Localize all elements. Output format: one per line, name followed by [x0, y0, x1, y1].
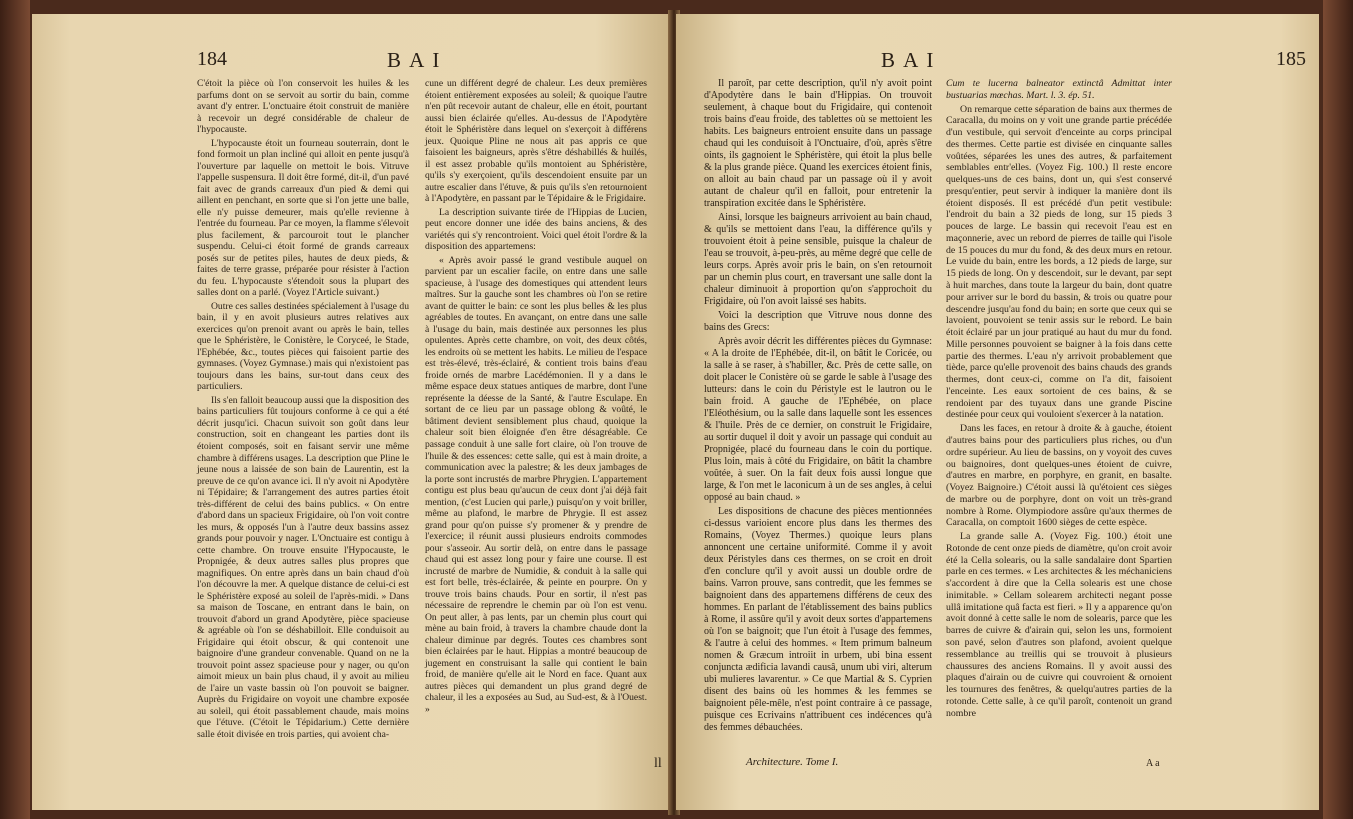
verse-quote: Cum te lucerna balneator extinctâ Admittat inter bustuarias mœchas. Mart. l. 3. ép. 51.	[946, 78, 1172, 101]
right-page	[676, 14, 1319, 810]
right-column-2	[946, 78, 1172, 721]
paragraph: On remarque cette séparation de bains aux thermes de Caracalla, du moins on y voit une grande partie précédée d'un vestibule, qui servoit d'enceinte au corps principal des thermes. Cette partie est divisée en cinquante salles voûtées, séparées les unes des autres, & parfaitement semblables entr'elles. (Voyez Fig. 100.) Il reste encore quelques-uns de ces bains, dont un, qui s'est conservé presqu'entier, peut servir à indiquer la manière dont ils étoient disposés. Il est précédé d'un petit vestibule: l'endroit du bain a 32 pieds de long, sur 15 pieds 3 pouces de large. Le bassin qui recevoit l'eau est en maçonnerie, avec un rebord de pierres de taille qui l'isole de 15 pouces du mur du fond, & des deux murs en retour. Le vuide du bain, entre les bords, a 12 pieds de large, sur 15 pieds de long. On y descendoit, sur le devant, par sept à huit marches, dans toute la largeur du bain, dont quatre pour arriver sur le bord du bassin, & trois ou quatre pour descendre jusqu'au fond du bain; en sorte que ceux qui se lavoient, pouvoient se tenir assis sur le rebord. Le bain étoit éclairé par un jour pratiqué au haut du mur du fond. Mille personnes pouvoient se baigner à la fois dans cette partie des thermes. L'eau n'y arrivoit probablement que tiède, parce qu'elle provenoit des bains chauds des grands thermes, dont ceux-ci, comme on l'a dit, faisoient l'enceinte. Les eaux sortoient de ces bains, & se rendoient par des tuyaux dans une grande Piscine destinée pour ceux qui vouloient s'exercer à la natation.	[946, 103, 1172, 421]
paragraph: Ainsi, lorsque les baigneurs arrivoient au bain chaud, & qu'ils se mettoient dans l'eau, la différence qu'ils y trouvoient étoit à peine sensible, puisque la chaleur de l'eau se trouvoit, à-peu-près, au même degré que celle de leurs corps. Après avoir pris le bain, on s'en retournoit par un chemin plus court, en traversant une salle dont la chaleur diminuoit à proportion qu'on s'approchoit du Frigidaire, où l'on avoit laissé ses habits.	[704, 212, 932, 307]
paragraph: cune un différent degré de chaleur. Les deux premières étoient entièrement exposées au soleil; & quoique l'autre n'en pût recevoir autant de chaleur, elle en étoit, pourtant aussi bien éclairée qu'elles. Au-dessus de l'Apodytère étoit le Sphéristère dans lequel on s'exerçoit à différens jeux. Quoique Pline ne nous ait pas appris ce que faisoient les baigneurs, après s'être déshabillés & huilés, il est assez probable qu'ils montoient au Sphéristère, qu'ils s'y exerçoient, qu'ils descendoient ensuite par un autre escalier dans l'étuve, & puis qu'ils s'en retournoient à l'Apodytère, en passant par le Tépidaire & le Frigidaire.	[425, 78, 647, 205]
paragraph: C'étoit la pièce où l'on conservoit les huiles & les parfums dont on se servoit au sortir du bain, comme avant d'y entrer. L'onctuaire étoit construit de manière à recevoir un degré considérable de chaleur de l'hypocauste.	[197, 78, 409, 136]
paragraph: Ils s'en falloit beaucoup aussi que la disposition des bains particuliers fût toujours conforme à ce qui a été décrit jusqu'ici. Chacun suivoit son goût dans leur construction, soit en changeant les parties dont ils étoient composés, soit en faisant servir une même chambre à différens usages. La description que Pline le jeune nous a laissée de son bain de Laurentin, est la preuve de ce qu'on avance ici. Il n'y avoit ni Apodytère ni Tépidaire; & l'arrangement des autres parties étoit très-différent de celui des bains publics. « On entre d'abord dans un spacieux Frigidaire, où l'on voit contre les murs, & opposés l'un à l'autre deux bassins assez grands pour pouvoir y nager. L'Onctuaire est contigu à cette chambre. On trouve ensuite l'Hypocauste, le Propnigée, & deux autres salles plus propres que magnifiques. On entre après dans un bain chaud d'où l'on découvre la mer. A quelque distance de celui-ci est le Sphéristère exposé au soleil de l'après-midi. » Dans sa maison de Toscane, en entrant dans le bain, on trouvoit d'abord un grand Apodytère, pièce spacieuse & agréable où l'on se déshabilloit. Elle conduisoit au Frigidaire qui étoit obscur, & qui contenoit une baignoire d'une grandeur convenable. Quand on ne la trouvoit point assez spacieuse pour y nager, ou qu'on aimoit mieux un bain plus chaud, il y avoit au milieu de l'aire un vaste bassin où l'on pouvoit se baigner. Auprès du Frigidaire on voyoit une chambre exposée au soleil, qui étoit passablement chaude, mais moins que l'étuve. (C'étoit le Tépidarium.) Cette dernière salle étoit divisée en trois parties, qui avoient cha-	[197, 394, 409, 740]
paragraph: Les dispositions de chacune des pièces mentionnées ci-dessus varioient encore plus dans les thermes des Romains, (Voyez Thermes.) quoique leurs plans annoncent une certaine uniformité. Comme il y avoit deux Péristyles dans ces thermes, on se croit en droit d'en conclure qu'il y avoit aussi un double ordre de bains. Varron prouve, sans contredit, que les femmes se baignoient dans des appartemens différens de ceux des hommes. En parlant de l'établissement des bains publics à Rome, il assûre qu'il y avoit deux sortes d'appartemens où l'on se baignoit; que l'un étoit à l'usage des femmes, & l'autre à celui des hommes. « Item primum balneum nomen & Græcum introiit in urbem, ubi bina essent conjuncta ædificia lavandi causâ, unum ubi viri, alterum ubi mulieres lavarentur. » Ce que Martial & S. Cyprien disent des bains où les hommes & les femmes se baignoient pêle-mêle, n'est point contraire à ce passage, puisque ces Ecrivains n'attribuent ces indécences qu'à des femmes débauchées.	[704, 506, 932, 733]
page-number-left: 184	[197, 48, 227, 70]
running-head-left: B A I	[387, 48, 442, 72]
sheet-mark-right: A a	[1146, 758, 1160, 769]
sheet-mark-left: ll	[654, 756, 662, 771]
paragraph: Dans les faces, en retour à droite & à gauche, étoient d'autres bains pour des particuliers plus riches, ou d'un ordre supérieur. Au lieu de bassins, on y voyoit des cuves ou baignoires, dont quelques-unes étoient de cuivre, d'autres en marbre, en porphyre, en granit, en basalte. (Voyez Baignoire.) C'étoit aussi là qu'étoient ces sièges de marbre ou de porphyre, dont on voit un très-grand nombre à Rome. Olympiodore assûre qu'aux thermes de Caracalla, on comptoit 1600 sièges de cette espèce.	[946, 423, 1172, 529]
signature-line: Architecture. Tome I.	[746, 756, 839, 768]
paragraph: « Après avoir passé le grand vestibule auquel on parvient par un escalier facile, on entre dans une salle spacieuse, à l'usage des domestiques qui attendent leurs maîtres. Sur la gauche sont les chambres où l'on se retire avant de quitter le bain: ce sont les plus belles & les plus agréables de toutes. En avançant, on entre dans une salle à l'usage du bain, mais destinée aux personnes les plus opulentes. Après cette chambre, on voit, des deux côtés, les endroits où se mettent les habits. Le milieu de l'espace est très-élevé, très-éclairé, & contient trois bains d'eau froide ornés de marbre Lacédémonien. Il y a dans le même espace deux statues antiques de marbre, dont l'une représente la déesse de la Santé, & l'autre Esculape. En sortant de ce lieu par un passage oblong & voûté, le bâtiment devient sensiblement plus chaud, quoique la chaleur soit bien éloignée d'en être désagréable. Ce passage conduit à une salle fort claire, où l'on trouve de l'huile & des essences: cette salle, qui est à main droite, a communication avec la palestre; & les deux jambages de la porte sont incrustés de marbre Phrygien. L'appartement contigu est plus beau qu'aucun de ceux dont j'ai déjà fait mention, (c'est Lucien qui parle,) puisqu'on y voit briller, même au plafond, le marbre de Phrygie. Il est assez grand pour qu'on puisse s'y promener & y prendre de l'exercice; il réunit aussi plusieurs endroits commodes pour s'asseoir. Au sortir delà, on entre dans le passage chaud qui est assez long pour y faire une course. Il est incrusté de marbre de Numidie, & conduit à la salle qui est fort belle, très-éclairée, & peinte en pourpre. On y trouve trois bains chauds. Pour en sortir, il n'est pas nécessaire de reprendre le chemin par où l'on est venu. On peut aller, à pas lents, par un chemin plus court qui mène au bain froid, à travers la chambre chaude dont la chaleur diminue par degrés. Toutes ces chambres sont bien éclairées par le haut. Hippias a montré beaucoup de jugement en construisant la salle qui contient le bain froid, de manière qu'elle ait le Nord en face. Quant aux autres pièces qui demandent un plus grand degré de chaleur, il les a exposées au Sud, au Sud-est, & à l'Ouest. »	[425, 254, 647, 715]
paragraph: Voici la description que Vitruve nous donne des bains des Grecs:	[704, 310, 932, 333]
paragraph: Il paroît, par cette description, qu'il n'y avoit point d'Apodytère dans le bain d'Hippias. On trouvoit seulement, à chaque bout du Frigidaire, qui contenoit trois bains d'eau froide, des tablettes où se mettoient les habits. Les baigneurs entroient ensuite dans un passage chaud qui les conduisoit à l'Onctuaire, d'où, après s'être oints, ils gagnoient le Sphéristère, qui étoit la plus belle & la plus grande pièce. Quand les exercices étoient finis, on alloit au bain chaud par un passage où il y avoit autant de chaleur qu'il en falloit, pour entretenir la transpiration excitée dans le Sphéristère.	[704, 78, 932, 209]
paragraph: L'hypocauste étoit un fourneau souterrain, dont le fond formoit un plan incliné qui alloit en pente jusqu'à l'ouverture par laquelle on mettoit le bois. Vitruve l'appelle suspensura. Il doit être formé, dit-il, d'un pavé fait avec de grands carreaux d'un pied & demi qui aillent en penchant, en sorte que si l'on jette une balle, elle n'y puisse demeurer, mais qu'elle revienne à l'entrée du fourneau. Par ce moyen, la flamme s'élevoit plus facilement, & parcouroit tout le plancher suspendu. Celui-ci étoit formé de grands carreaux posés sur de petites piles, hautes de deux pieds, & faites de terre grasse, préparée pour résister à l'action du feu. L'hypocauste s'étendoit sous la plupart des salles dont on a parlé. (Voyez l'Article suivant.)	[197, 137, 409, 299]
running-head-right: B A I	[881, 48, 936, 72]
left-page	[32, 14, 672, 810]
left-column-2	[425, 78, 647, 717]
paragraph: La description suivante tirée de l'Hippias de Lucien, peut encore donner une idée des bains anciens, & des variétés qui s'y rencontroient. Voici quel étoit l'ordre & la disposition des appartemens:	[425, 206, 647, 253]
book-cover-left-edge	[0, 0, 30, 819]
right-column-1	[704, 78, 932, 736]
page-number-right: 185	[1276, 48, 1306, 70]
book-cover-right-edge	[1323, 0, 1353, 819]
paragraph: La grande salle A. (Voyez Fig. 100.) étoit une Rotonde de cent onze pieds de diamètre, qu'on croit avoir été la Cella solearis, ou la salle sandalaire dont Spartien parle en ces termes. « Les architectes & les méchaniciens s'accordent à dire que la Cella solearis est une chose inimitable. » Cellam solearem architecti negant posse ullâ imitatione quâ facta est fieri. » Il y a apparence qu'on avoit donné à cette salle le nom de solearis, parce que les barres de cuivre & d'airain qui, selon les uns, formoient son pavé, selon d'autres son plafond, avoient quelque ressemblance au treillis qui se trouvoit à plusieurs chaussures des anciens Romains. Il y avoit aussi des plaques d'airain ou de cuivre qui couvroient & ornoient les tournures des fenêtres, & quelqu'autres parties de la rotonde. Cette salle, à ce qu'il paroît, contenoit un grand nombre	[946, 531, 1172, 719]
left-column-1	[197, 78, 409, 742]
paragraph: Outre ces salles destinées spécialement à l'usage du bain, il y en avoit plusieurs autres relatives aux exercices qu'on prenoit avant ou après le bain, telles que le Sphéristère, le Conistère, le Coryceé, le Stade, l'Ephébée, &c., toutes pièces qui faisoient partie des gymnases. (Voyez Gymnase.) mais qui n'existoient pas toujours dans les bains, sur-tout dans ceux des particuliers.	[197, 300, 409, 393]
paragraph: Après avoir décrit les différentes pièces du Gymnase: « A la droite de l'Ephébée, dit-il, on bâtit le Coricée, ou la salle à se raser, à s'habiller, &c. Près de cette salle, on doit placer le Conistère où se garde le sable à l'usage des lutteurs: dans le coin du Péristyle est le lautron ou le bain froid. A gauche de l'Ephébée, on place l'Eléothésium, ou la salle dans laquelle sont les essences & l'huile. Près de ce dernier, on construit le Frigidaire, au sortir duquel il doit y avoir un passage qui conduit au Propnigée, placé du fourneau dans le coin du portique. Plus loin, mais à côté du Frigidaire, on bâtit la chambre voûtée, à suer. On la fait deux fois aussi longue que large, & l'on met le laconicum à un de ses angles, à celui opposé au bain chaud. »	[704, 336, 932, 503]
